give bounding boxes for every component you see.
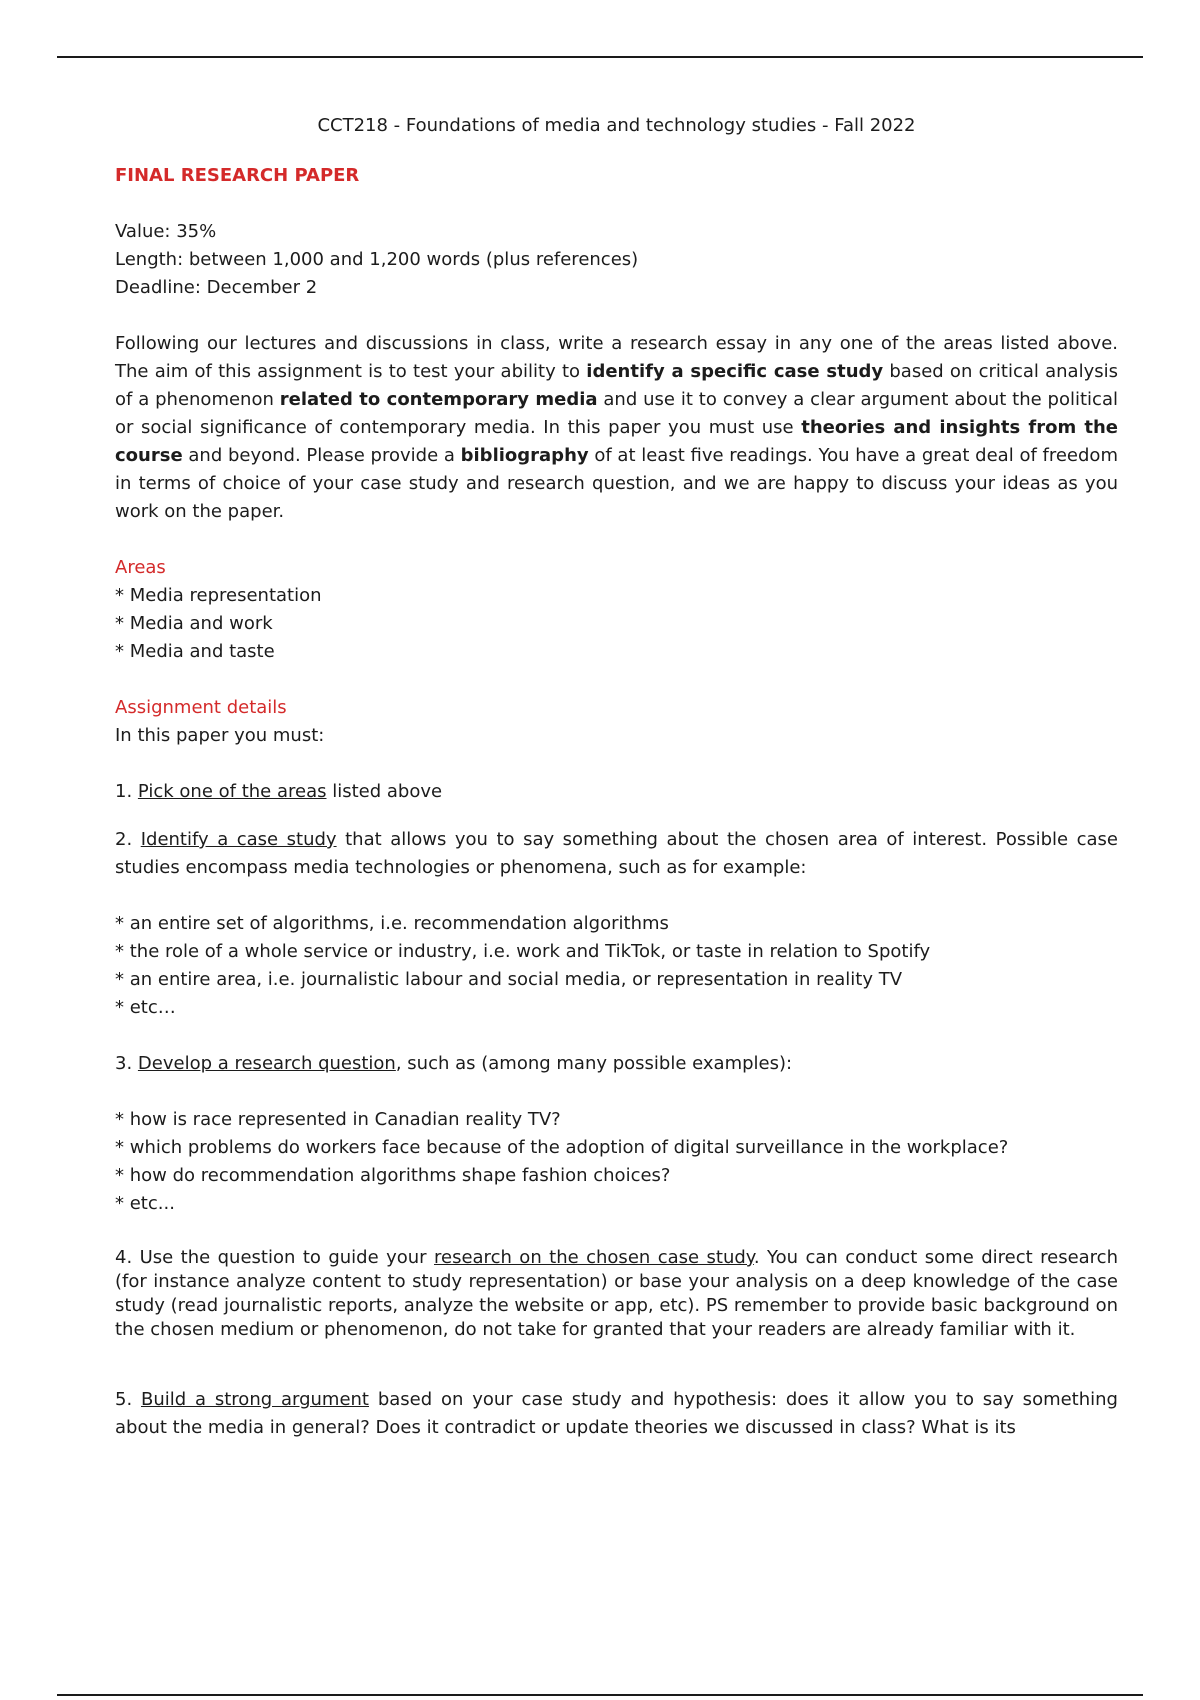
- step-1: 1. Pick one of the areas listed above: [115, 781, 443, 802]
- list-item: * Media representation: [115, 585, 322, 606]
- intro-paragraph: Following our lectures and discussions in class, write a research essay in any one of the areas listed above. The aim of this assignment is to test your ability to identify a specific case study based on critical analysis of a phenomenon related to contemporary media and use it to convey a clear argument about the political or social significance of contemporary media. In this paper you must use theories and insights from the course and beyond. Please provide a bibliography of at least five readings. You have a great deal of freedom in terms of choice of your case study and research question, and we are happy to discuss your ideas as you work on the paper.: [115, 333, 1118, 522]
- step-2-examples: [115, 910, 1118, 1022]
- bottom-rule: [57, 1694, 1143, 1696]
- details-lead: In this paper you must:: [115, 725, 325, 746]
- assignment-meta: [115, 218, 1118, 302]
- list-item: * how do recommendation algorithms shape fashion choices?: [115, 1165, 671, 1186]
- list-item: * Media and work: [115, 613, 273, 634]
- list-item: * how is race represented in Canadian reality TV?: [115, 1109, 561, 1130]
- list-item: * etc…: [115, 997, 176, 1018]
- details-section: [115, 694, 1118, 750]
- list-item: * the role of a whole service or industry, i.e. work and TikTok, or taste in relation to Spotify: [115, 941, 931, 962]
- document-body: [115, 112, 1118, 1442]
- list-item: * Media and taste: [115, 641, 275, 662]
- list-item: * an entire area, i.e. journalistic labour and social media, or representation in reality TV: [115, 969, 903, 990]
- deadline-line: Deadline: December 2: [115, 277, 318, 298]
- areas-heading: Areas: [115, 557, 166, 578]
- list-item: * etc...: [115, 1193, 175, 1214]
- paper-title: FINAL RESEARCH PAPER: [115, 165, 360, 186]
- step-4: 4. Use the question to guide your research on the chosen case study. You can conduct some direct research (for instance analyze content to study representation) or base your analysis on a deep knowledge of the case study (read journalistic reports, analyze the website or app, etc). PS remember to provide basic background on the chosen medium or phenomenon, do not take for granted that your readers are already familiar with it.: [115, 1247, 1118, 1340]
- details-heading: Assignment details: [115, 697, 287, 718]
- list-item: * an entire set of algorithms, i.e. recommendation algorithms: [115, 913, 669, 934]
- step-3-examples: [115, 1106, 1118, 1218]
- step-5: 5. Build a strong argument based on your case study and hypothesis: does it allow you to say something about the media in general? Does it contradict or update theories we discussed in class? What is its: [115, 1389, 1118, 1438]
- step-3: 3. Develop a research question, such as (among many possible examples):: [115, 1053, 793, 1074]
- top-rule: [57, 56, 1143, 58]
- areas-section: [115, 554, 1118, 666]
- course-header: CCT218 - Foundations of media and technology studies - Fall 2022: [317, 115, 916, 136]
- length-line: Length: between 1,000 and 1,200 words (plus references): [115, 249, 639, 270]
- value-line: Value: 35%: [115, 221, 217, 242]
- list-item: * which problems do workers face because of the adoption of digital surveillance in the workplace?: [115, 1137, 1009, 1158]
- step-2: 2. Identify a case study that allows you to say something about the chosen area of interest. Possible case studies encompass media technologies or phenomena, such as for example:: [115, 829, 1118, 878]
